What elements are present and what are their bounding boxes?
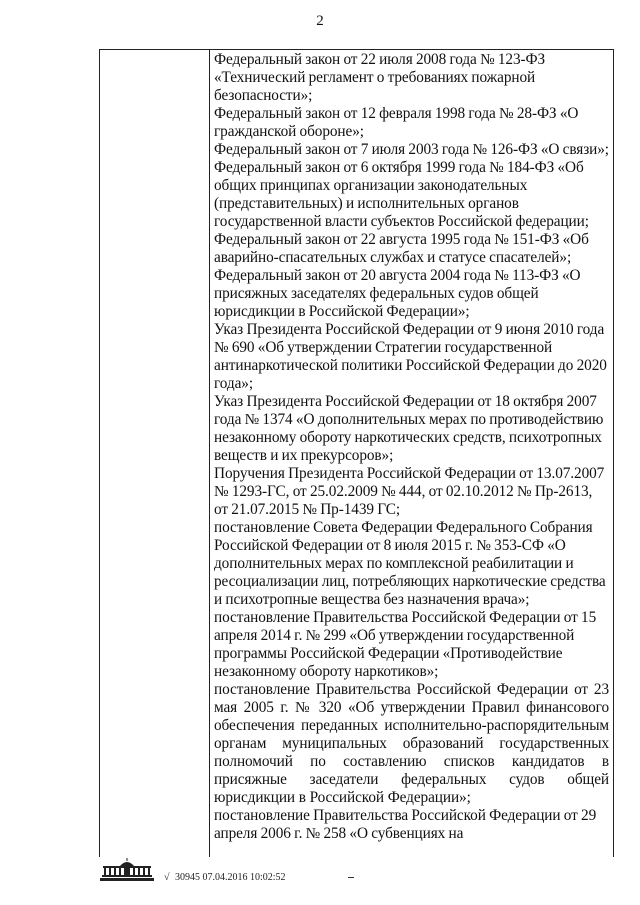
stamp-symbol: √ — [164, 872, 170, 883]
page-number: 2 — [316, 13, 324, 29]
document-table — [99, 49, 614, 857]
table-right-column — [214, 51, 609, 843]
list-item: постановление Совета Федерации Федерального Собрания Российской Федерации от 8 июля 2015 г. № 353-СФ «О дополнительных мерах по комплексной реабилитации и ресоциализации лиц, потребляющих наркотические средства и психотропные вещества без назначения врача»; — [214, 519, 606, 608]
list-item: Указ Президента Российской Федерации от 9 июня 2010 года № 690 «Об утверждении Стратегии государственной антинаркотической политики Российской Федерации до 2020 года»; — [214, 321, 607, 392]
list-item: постановление Правительства Российской Федерации от 23 мая 2005 г. № 320 «Об утверждении Правил финансового обеспечения переданных исполнительно-распорядительным органам муниципальных образований государственных полномочий по составлению списков кандидатов в присяжные заседатели федеральных судов общей юрисдикции в Российской Федерации»; — [214, 681, 609, 806]
page-footer — [100, 858, 520, 884]
column-divider — [209, 50, 210, 857]
list-item: Поручения Президента Российской Федерации от 13.07.2007 № 1293-ГС, от 25.02.2009 № 444, от 02.10.2012 № Пр-2613, от 21.07.2015 № Пр-1439 ГС; — [214, 465, 605, 518]
stamp-datetime: 07.04.2016 10:02:52 — [202, 872, 286, 883]
table-left-column — [100, 50, 209, 857]
list-item: постановление Правительства Российской Федерации от 29 апреля 2006 г. № 258 «О субвенциях на — [214, 807, 597, 842]
document-stamp — [164, 872, 286, 883]
footer-mark — [348, 877, 354, 878]
list-item: Указ Президента Российской Федерации от 18 октября 2007 года № 1374 «О дополнительных мерах по противодействию незаконному обороту наркотических средств, психотропных веществ и их прекурсоров»; — [214, 393, 604, 464]
list-item: Федеральный закон от 6 октября 1999 года № 184-ФЗ «Об общих принципах организации законодательных (представительных) и исполнительных органов государственной власти субъектов Российской федерации; — [214, 159, 589, 230]
list-item: Федеральный закон от 20 августа 2004 года № 113-ФЗ «О присяжных заседателях федеральных судов общей юрисдикции в Российской Федерации»; — [214, 267, 581, 320]
building-emblem-icon — [100, 858, 154, 882]
list-item: Федеральный закон от 22 августа 1995 года № 151-ФЗ «Об аварийно-спасательных службах и статусе спасателей»; — [214, 231, 589, 266]
list-item: постановление Правительства Российской Федерации от 15 апреля 2014 г. № 299 «Об утверждении государственной программы Российской Федерации «Противодействие незаконному обороту наркотиков»; — [214, 609, 597, 680]
list-item: Федеральный закон от 7 июля 2003 года № 126-ФЗ «О связи»; — [214, 141, 609, 158]
list-item: Федеральный закон от 12 февраля 1998 года № 28-ФЗ «О гражданской обороне»; — [214, 105, 579, 140]
list-item: Федеральный закон от 22 июля 2008 года № 123-ФЗ «Технический регламент о требованиях пожарной безопасности»; — [214, 51, 546, 104]
stamp-number: 30945 — [175, 872, 200, 883]
